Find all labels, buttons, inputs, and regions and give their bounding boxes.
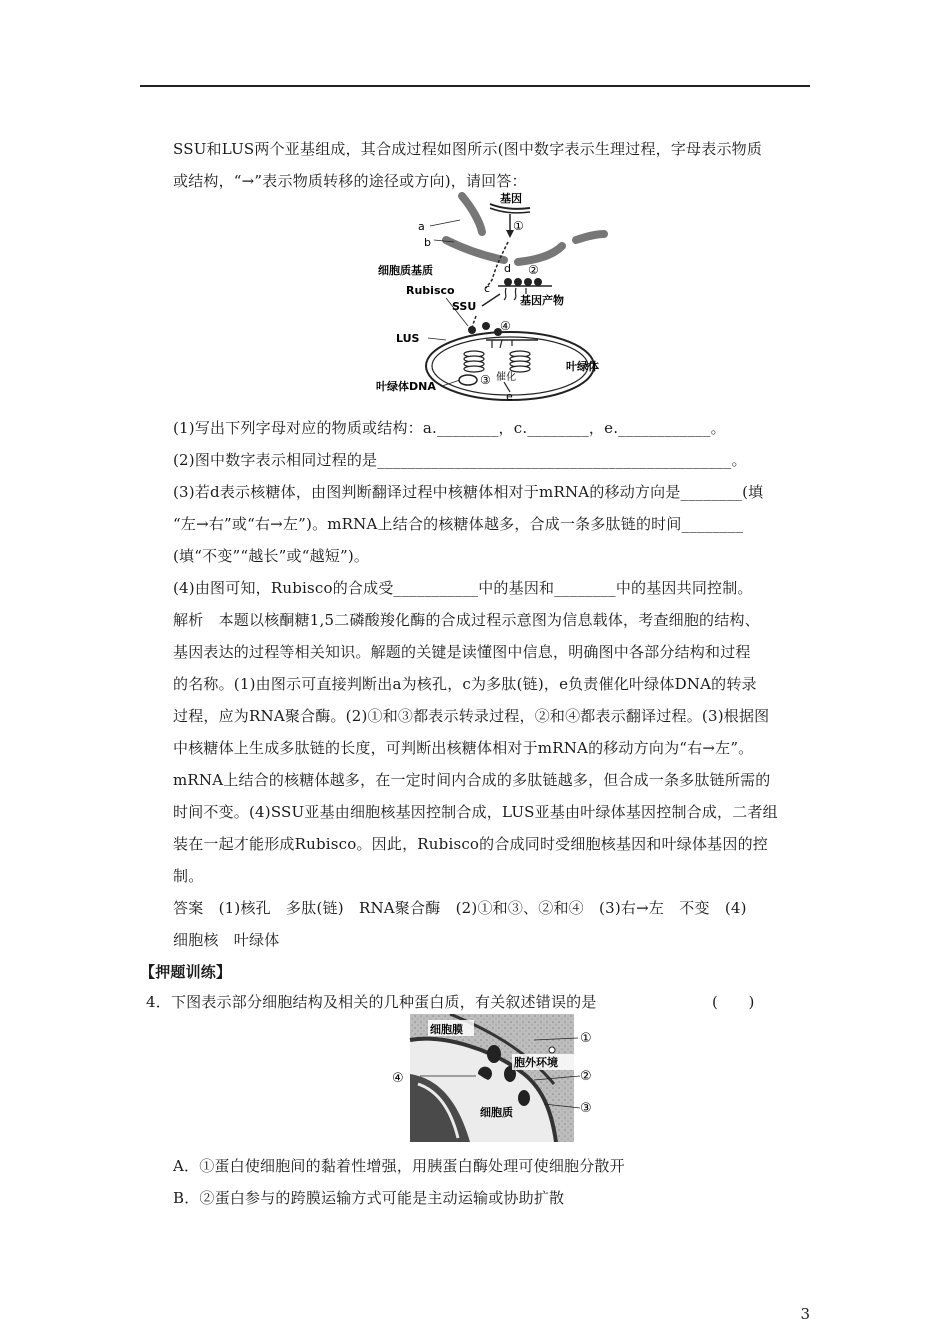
analysis-line-2: 基因表达的过程等相关知识。解题的关键是读懂图中信息，明确图中各部分结构和过程 <box>173 643 751 661</box>
label-lus: LUS <box>396 332 420 345</box>
page-number: 3 <box>800 1305 810 1323</box>
label-cytoplasm: 细胞质基质 <box>378 264 433 277</box>
label-a: a <box>418 220 425 233</box>
rubisco-synthesis-figure <box>376 190 608 402</box>
protein-1 <box>487 1045 501 1063</box>
option-a: A．①蛋白使细胞间的黏着性增强，用胰蛋白酶处理可使细胞分散开 <box>173 1157 625 1175</box>
question-3-line-1: (3)若d表示核糖体，由图判断翻译过程中核糖体相对于mRNA的移动方向是________(填 <box>173 483 764 501</box>
label-rubisco: Rubisco <box>406 284 455 297</box>
analysis-line-7: 时间不变。(4)SSU亚基由细胞核基因控制合成，LUS亚基由叶绿体基因控制合成，二者组 <box>173 803 778 821</box>
signal-molecule <box>549 1047 555 1053</box>
cell-membrane-proteins-figure <box>384 1014 600 1142</box>
intro-line-1: SSU和LUS两个亚基组成，其合成过程如图所示(图中数字表示生理过程，字母表示物质 <box>173 140 763 158</box>
ribosome <box>514 278 522 286</box>
thylakoid-stack-left <box>464 351 484 372</box>
label-d: d <box>504 262 511 275</box>
analysis-line-6: mRNA上结合的核糖体越多，在一定时间内合成的多肽链越多，但合成一条多肽链所需的 <box>173 771 771 789</box>
analysis-line-4: 过程，应为RNA聚合酶。(2)①和③都表示转录过程，②和④都表示翻译过程。(3)根据图 <box>173 707 770 725</box>
question-4-stem: 4．下图表示部分细胞结构及相关的几种蛋白质，有关叙述错误的是 <box>146 993 597 1011</box>
label-ssu: SSU <box>452 300 477 313</box>
label-chloroplast-dna: 叶绿体DNA <box>376 380 436 393</box>
label-gene: 基因 <box>500 192 522 205</box>
circle-num-3b: ③ <box>580 1101 592 1116</box>
question-3-line-3: (填“不变”“越长”或“越短”)。 <box>173 547 370 565</box>
question-3-line-2: “左→右”或“右→左”)。mRNA上结合的核糖体越多，合成一条多肽链的时间________ <box>173 515 744 533</box>
thylakoid-stack-right <box>510 351 530 372</box>
header-rule <box>140 85 810 87</box>
circle-num-4b: ④ <box>392 1071 404 1086</box>
label-e: e <box>506 390 513 402</box>
protein-3 <box>518 1090 530 1106</box>
circle-num-2b: ② <box>580 1069 592 1084</box>
label-b: b <box>424 236 431 249</box>
analysis-line-3: 的名称。(1)由图示可直接判断出a为核孔，c为多肽(链)，e负责催化叶绿体DNA的转录 <box>173 675 757 693</box>
label-c: c <box>484 282 491 295</box>
answer-line-2: 细胞核 叶绿体 <box>173 931 280 949</box>
circle-num-1b: ① <box>580 1031 592 1046</box>
ribosome <box>524 278 532 286</box>
label-cytoplasm-2: 细胞质 <box>480 1106 513 1119</box>
analysis-line-5: 中核糖体上生成多肽链的长度，可判断出核糖体相对于mRNA的移动方向为“右→左”。 <box>173 739 754 757</box>
label-catalysis: 催化 <box>496 372 516 383</box>
label-chloroplast: 叶绿体 <box>566 360 599 373</box>
section-title: 【押题训练】 <box>140 963 232 981</box>
ssu-subunit <box>468 326 476 334</box>
circle-num-3: ③ <box>480 373 491 387</box>
label-membrane: 细胞膜 <box>430 1023 463 1036</box>
analysis-line-9: 制。 <box>173 867 204 885</box>
question-1: (1)写出下列字母对应的物质或结构：a.________，c.________，e.____________。 <box>173 419 726 437</box>
circle-num-2: ② <box>528 263 539 277</box>
rubisco-subunit <box>482 322 490 330</box>
option-b: B．②蛋白参与的跨膜运输方式可能是主动运输或协助扩散 <box>173 1189 565 1207</box>
answer-bracket: ( ) <box>712 993 755 1011</box>
analysis-line-8: 装在一起才能形成Rubisco。因此，Rubisco的合成同时受细胞核基因和叶绿体基因的控 <box>173 835 768 853</box>
question-4: (4)由图可知，Rubisco的合成受___________中的基因和________中的基因共同控制。 <box>173 579 753 597</box>
label-gene-product: 基因产物 <box>520 294 564 307</box>
answer-line-1: 答案 (1)核孔 多肽(链) RNA聚合酶 (2)①和③、②和④ (3)右→左 不变 (4) <box>173 899 747 917</box>
analysis-line-1: 解析 本题以核酮糖1,5二磷酸羧化酶的合成过程示意图为信息载体，考查细胞的结构、 <box>173 611 760 629</box>
label-outside: 胞外环境 <box>514 1056 558 1069</box>
circle-num-4: ④ <box>500 319 511 333</box>
intro-line-2: 或结构，“→”表示物质转移的途径或方向)，请回答： <box>173 172 527 190</box>
ribosome <box>534 278 542 286</box>
question-2: (2)图中数字表示相同过程的是______________________________________________。 <box>173 451 747 469</box>
circle-num-1: ① <box>513 219 524 233</box>
ribosome <box>504 278 512 286</box>
